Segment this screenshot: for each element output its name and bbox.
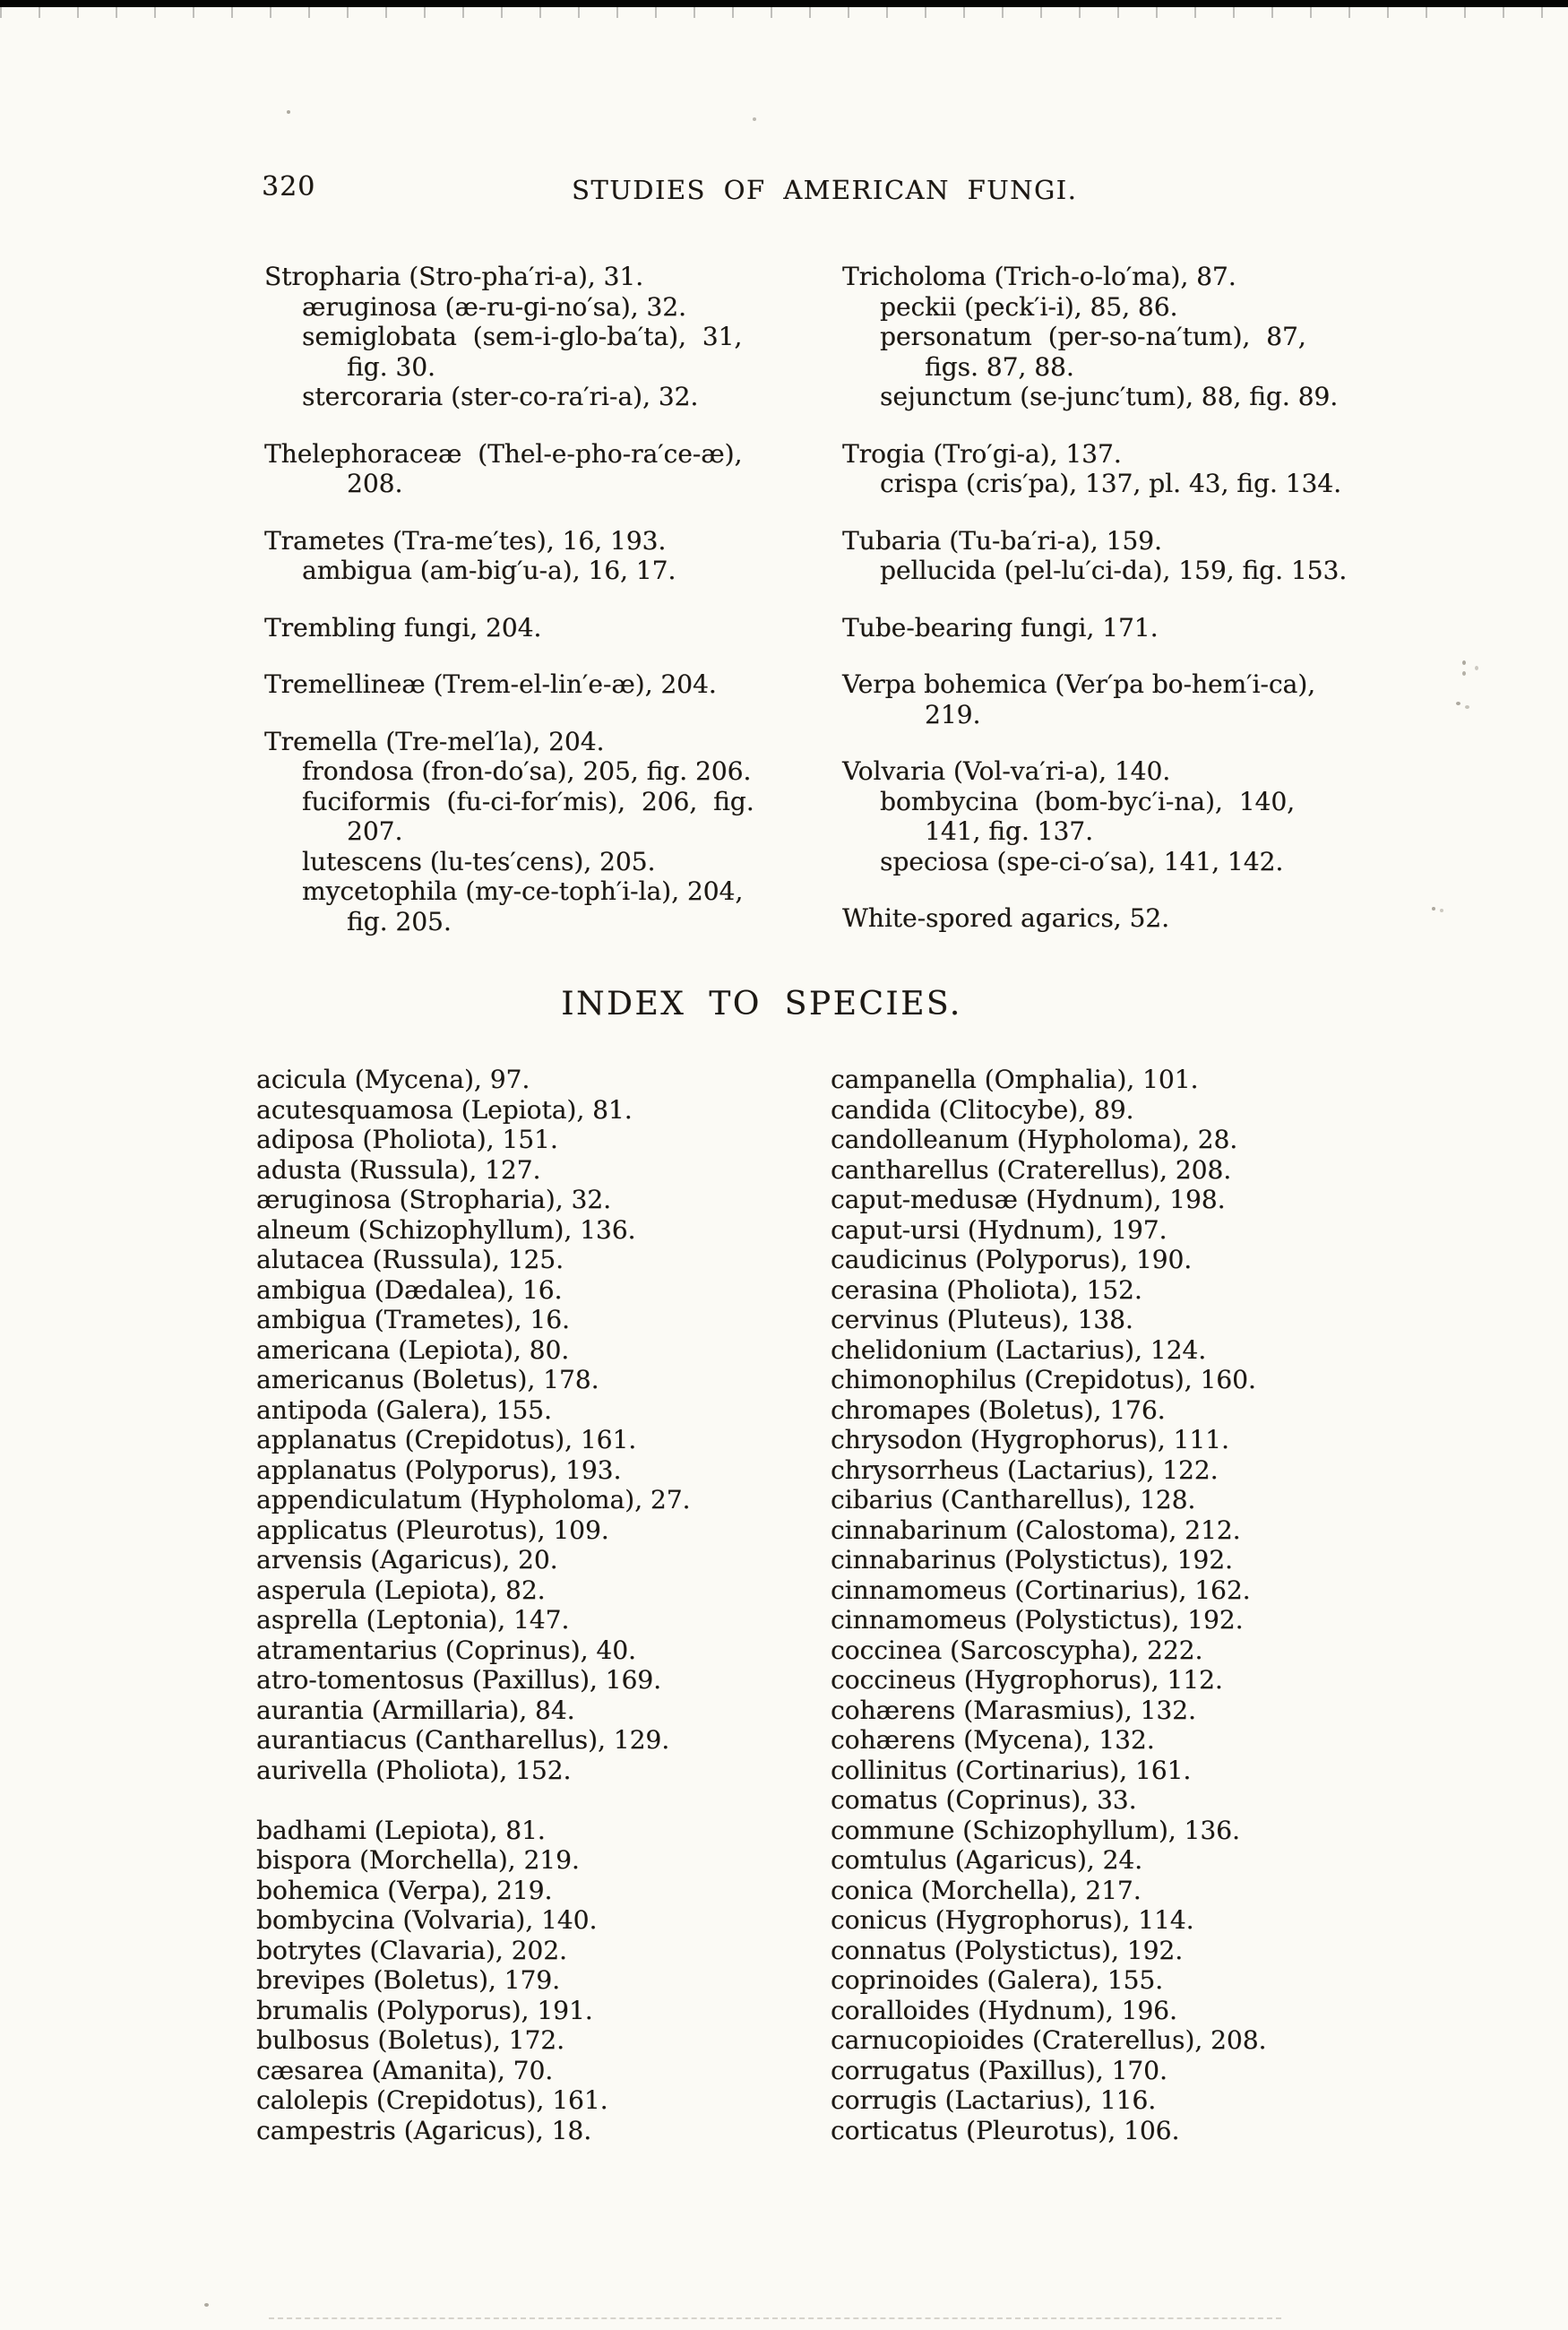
index-entry-group (842, 669, 1389, 729)
species-entry: corrugatus (Paxillus), 170. (831, 2055, 1167, 2085)
species-entry: candida (Clitocybe), 89. (831, 1094, 1134, 1125)
index-entry-group (264, 669, 838, 700)
species-entry: applicatus (Pleurotus), 109. (256, 1514, 609, 1545)
index-line: Stropharia (Stro-pha′ri-a), 31. (264, 262, 644, 291)
species-entry-group (256, 1065, 821, 1785)
species-entry: campestris (Agaricus), 18. (256, 2115, 592, 2145)
species-entry: campanella (Omphalia), 101. (831, 1065, 1199, 1094)
index-line: Tube-bearing fungi, 171. (842, 612, 1159, 643)
species-entry: calolepis (Crepidotus), 161. (256, 2085, 608, 2115)
index-line: fig. 205. (347, 906, 452, 936)
species-index-left-column (256, 1065, 821, 2145)
species-entry: asprella (Leptonia), 147. (256, 1605, 570, 1635)
index-line: bombycina (bom-byc′i-na), 140, (880, 786, 1296, 816)
index-line: sejunctum (se-junc′tum), 88, fig. 89. (880, 382, 1339, 411)
species-entry: acicula (Mycena), 97. (256, 1065, 530, 1094)
species-entry: comatus (Coprinus), 33. (831, 1785, 1137, 1815)
section-heading: INDEX TO SPECIES. (561, 986, 962, 1023)
species-entry: carnucopioides (Craterellus), 208. (831, 2025, 1267, 2055)
index-line: 207. (347, 816, 403, 846)
species-entry: chimonophilus (Crepidotus), 160. (831, 1365, 1256, 1394)
index-line: frondosa (fron-do′sa), 205, fig. 206. (302, 756, 752, 786)
species-entry: cohærens (Mycena), 132. (831, 1725, 1155, 1755)
index-line: fuciformis (fu-ci-for′mis), 206, fig. (302, 786, 754, 816)
species-entry: applanatus (Polyporus), 193. (256, 1454, 622, 1485)
index-line: Tubaria (Tu-ba′ri-a), 159. (842, 525, 1162, 556)
species-entry: adusta (Russula), 127. (256, 1154, 541, 1185)
species-entry: coccinea (Sarcoscypha), 222. (831, 1635, 1203, 1665)
index-line: personatum (per-so-na′tum), 87, (880, 322, 1306, 351)
scan-speck (1432, 907, 1435, 910)
index-line: Tremella (Tre-mel′la), 204. (264, 726, 605, 756)
species-entry: adiposa (Pholiota), 151. (256, 1125, 558, 1154)
species-entry: aurantia (Armillaria), 84. (256, 1695, 575, 1725)
index-line: Trogia (Tro′gi-a), 137. (842, 438, 1122, 469)
species-entry: cinnabarinum (Calostoma), 212. (831, 1514, 1241, 1545)
index-entry-group (842, 613, 1389, 643)
index-line: figs. 87, 88. (925, 351, 1074, 382)
index-line: 141, fig. 137. (925, 816, 1093, 846)
index-line: stercoraria (ster-co-ra′ri-a), 32. (302, 382, 699, 411)
species-entry: cinnabarinus (Polystictus), 192. (831, 1545, 1233, 1575)
species-entry: arvensis (Agaricus), 20. (256, 1545, 558, 1575)
species-entry: brumalis (Polyporus), 191. (256, 1995, 593, 2025)
species-entry: chromapes (Boletus), 176. (831, 1394, 1166, 1425)
species-entry: alneum (Schizophyllum), 136. (256, 1214, 636, 1245)
index-line: Trembling fungi, 204. (264, 612, 542, 643)
index-entry-group (842, 756, 1389, 876)
species-entry: applanatus (Crepidotus), 161. (256, 1425, 637, 1454)
species-entry: chrysodon (Hygrophorus), 111. (831, 1425, 1229, 1454)
index-entry-group (264, 439, 838, 499)
species-entry: candolleanum (Hypholoma), 28. (831, 1125, 1238, 1154)
species-entry: chrysorrheus (Lactarius), 122. (831, 1454, 1219, 1485)
species-entry: badhami (Lepiota), 81. (256, 1815, 546, 1845)
genus-index-right-column (842, 262, 1389, 934)
scan-speck (204, 2303, 209, 2307)
index-entry-group (264, 262, 838, 412)
index-entry-group (842, 439, 1389, 499)
index-line: semiglobata (sem-i-glo-ba′ta), 31, (302, 322, 743, 351)
species-entry: coccineus (Hygrophorus), 112. (831, 1665, 1223, 1695)
species-entry: collinitus (Cortinarius), 161. (831, 1755, 1192, 1785)
species-entry: corticatus (Pleurotus), 106. (831, 2115, 1180, 2145)
species-entry: botrytes (Clavaria), 202. (256, 1935, 567, 1965)
species-entry: appendiculatum (Hypholoma), 27. (256, 1485, 691, 1514)
species-entry: brevipes (Boletus), 179. (256, 1965, 561, 1995)
index-line: lutescens (lu-tes′cens), 205. (302, 846, 656, 876)
species-entry: antipoda (Galera), 155. (256, 1394, 552, 1425)
species-entry: chelidonium (Lactarius), 124. (831, 1334, 1207, 1365)
species-entry: cervinus (Pluteus), 138. (831, 1305, 1133, 1334)
species-entry: conicus (Hygrophorus), 114. (831, 1905, 1194, 1935)
index-line: 208. (347, 469, 403, 498)
species-entry: æruginosa (Stropharia), 32. (256, 1185, 612, 1214)
index-line: Thelephoraceæ (Thel-e-pho-ra′ce-æ), (264, 438, 743, 469)
index-line: mycetophila (my-ce-toph′i-la), 204, (302, 876, 744, 906)
running-title: STUDIES OF AMERICAN FUNGI. (572, 175, 1078, 205)
genus-index-left-column (264, 262, 838, 936)
species-entry: commune (Schizophyllum), 136. (831, 1815, 1240, 1845)
species-entry: atramentarius (Coprinus), 40. (256, 1635, 636, 1665)
species-entry: ambigua (Trametes), 16. (256, 1305, 570, 1334)
index-entry-group (842, 903, 1389, 934)
index-entry-group (264, 727, 838, 937)
species-entry: acutesquamosa (Lepiota), 81. (256, 1094, 633, 1125)
species-entry: cinnamomeus (Polystictus), 192. (831, 1605, 1244, 1635)
species-entry: cerasina (Pholiota), 152. (831, 1274, 1142, 1305)
index-line: Trametes (Tra-me′tes), 16, 193. (264, 525, 667, 556)
species-entry: asperula (Lepiota), 82. (256, 1575, 546, 1605)
index-line: speciosa (spe-ci-o′sa), 141, 142. (880, 846, 1284, 876)
species-entry: cohærens (Marasmius), 132. (831, 1695, 1196, 1725)
species-entry: coprinoides (Galera), 155. (831, 1965, 1164, 1995)
species-entry: americanus (Boletus), 178. (256, 1365, 599, 1394)
index-line: æruginosa (æ-ru-gi-no′sa), 32. (302, 291, 686, 322)
species-entry: cæsarea (Amanita), 70. (256, 2055, 554, 2085)
index-line: Verpa bohemica (Ver′pa bo-hem′i-ca), (842, 669, 1316, 699)
scan-speck (1462, 660, 1466, 665)
index-line: crispa (cris′pa), 137, pl. 43, fig. 134. (880, 469, 1342, 498)
index-line: pellucida (pel-lu′ci-da), 159, fig. 153. (880, 556, 1348, 585)
scan-artifact-bottom-edge (269, 2317, 1281, 2319)
scan-speck (287, 110, 290, 114)
species-entry: bombycina (Volvaria), 140. (256, 1905, 598, 1935)
index-line: fig. 30. (347, 351, 435, 382)
species-entry: aurivella (Pholiota), 152. (256, 1755, 572, 1785)
index-entry-group (842, 526, 1389, 586)
species-entry: bohemica (Verpa), 219. (256, 1875, 553, 1905)
species-entry: bispora (Morchella), 219. (256, 1845, 580, 1875)
index-entry-group (842, 262, 1389, 412)
species-entry: corrugis (Lactarius), 116. (831, 2085, 1157, 2115)
species-entry: caput-medusæ (Hydnum), 198. (831, 1185, 1226, 1214)
index-entry-group (264, 613, 838, 643)
scan-artifact-top-edge (0, 0, 1568, 7)
index-line: ambigua (am-big′u-a), 16, 17. (302, 556, 676, 585)
index-line: peckii (peck′i-i), 85, 86. (880, 291, 1178, 322)
species-entry: cinnamomeus (Cortinarius), 162. (831, 1575, 1251, 1605)
page-number: 320 (262, 171, 316, 203)
index-line: 219. (925, 699, 981, 729)
species-entry: aurantiacus (Cantharellus), 129. (256, 1725, 670, 1755)
index-entry-group (264, 526, 838, 586)
species-entry: ambigua (Dædalea), 16. (256, 1274, 563, 1305)
species-entry: comtulus (Agaricus), 24. (831, 1845, 1143, 1875)
species-entry: cantharellus (Craterellus), 208. (831, 1154, 1232, 1185)
species-entry: cibarius (Cantharellus), 128. (831, 1485, 1196, 1514)
species-entry-group (256, 1816, 821, 2146)
species-entry: caudicinus (Polyporus), 190. (831, 1245, 1193, 1274)
species-entry-group (831, 1065, 1386, 2145)
species-entry: americana (Lepiota), 80. (256, 1334, 570, 1365)
species-entry: atro-tomentosus (Paxillus), 169. (256, 1665, 662, 1695)
index-line: Tremellineæ (Trem-el-lin′e-æ), 204. (264, 669, 717, 699)
species-entry: connatus (Polystictus), 192. (831, 1935, 1184, 1965)
species-entry: conica (Morchella), 217. (831, 1875, 1142, 1905)
scan-artifact-top-ticks (0, 7, 1568, 18)
species-entry: coralloides (Hydnum), 196. (831, 1995, 1177, 2025)
species-entry: alutacea (Russula), 125. (256, 1245, 564, 1274)
species-entry: caput-ursi (Hydnum), 197. (831, 1214, 1167, 1245)
species-index-right-column (831, 1065, 1386, 2145)
species-entry: bulbosus (Boletus), 172. (256, 2025, 564, 2055)
index-line: Volvaria (Vol-va′ri-a), 140. (842, 756, 1171, 786)
index-line: Tricholoma (Trich-o-lo′ma), 87. (842, 262, 1236, 291)
index-line: White-spored agarics, 52. (842, 903, 1170, 933)
scan-speck (1456, 702, 1460, 705)
